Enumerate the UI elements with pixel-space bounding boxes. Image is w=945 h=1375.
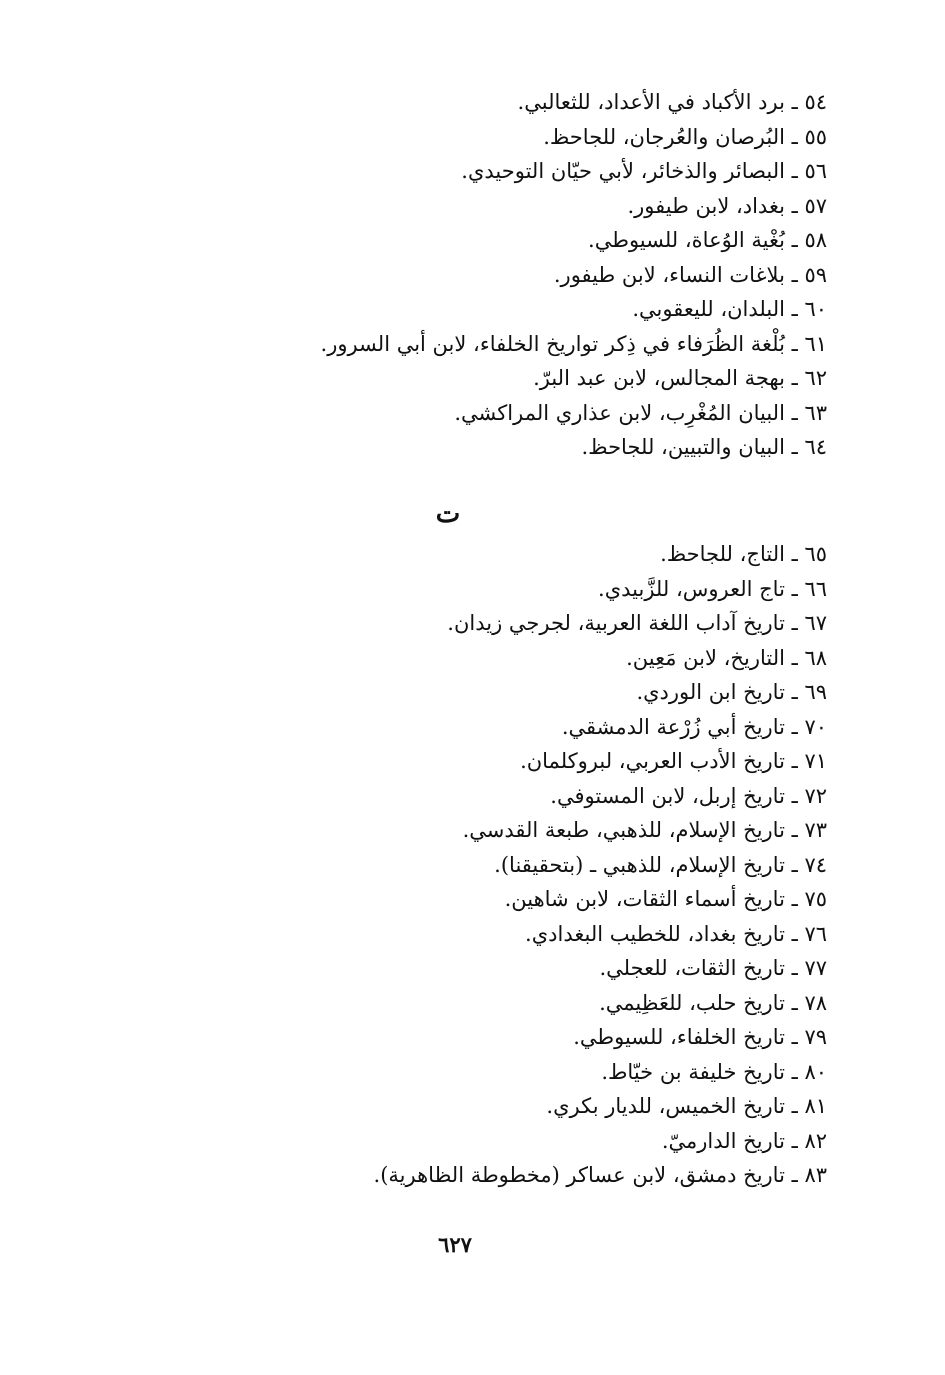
- list-item: ٦٣ ـ البيان المُغْرِب، لابن عذاري المراكشي.: [454, 400, 827, 425]
- list-item: ٦٥ ـ التاج، للجاحظ.: [660, 542, 827, 566]
- bibliography-list-b: [227, 85, 827, 465]
- list-item: ٨٠ ـ تاريخ خليفة بن خيّاط.: [601, 1059, 827, 1084]
- list-item: ٧٢ ـ تاريخ إربل، لابن المستوفي.: [550, 783, 827, 808]
- list-item: ٦٨ ـ التاريخ، لابن مَعِين.: [626, 645, 827, 670]
- section-heading-t: ت: [435, 499, 461, 529]
- list-item: ٧٦ ـ تاريخ بغداد، للخطيب البغدادي.: [525, 921, 827, 946]
- list-item: ٧٥ ـ تاريخ أسماء الثقات، لابن شاهين.: [504, 887, 827, 911]
- list-item: ٧٠ ـ تاريخ أبي زُرْعة الدمشقي.: [561, 714, 827, 739]
- list-item: ٦١ ـ بُلْغة الظُرَفاء في ذِكر تواريخ الخلفاء، لابن أبي السرور.: [320, 331, 827, 356]
- list-item: ٦٩ ـ تاريخ ابن الوردي.: [636, 680, 827, 704]
- list-item: ٥٦ ـ البصائر والذخائر، لأبي حيّان التوحيدي.: [461, 159, 827, 183]
- list-item: ٧٤ ـ تاريخ الإسلام، للذهبي ـ (بتحقيقنا).: [494, 852, 827, 877]
- bibliography-list-t: [227, 537, 827, 1193]
- list-item: ٥٥ ـ البُرصان والعُرجان، للجاحظ.: [543, 124, 827, 149]
- list-item: ٥٤ ـ برد الأكباد في الأعداد، للثعالبي.: [517, 90, 827, 114]
- list-item: ٨١ ـ تاريخ الخميس، للديار بكري.: [546, 1094, 827, 1118]
- list-item: ٧٨ ـ تاريخ حلب، للعَظِيمي.: [599, 990, 827, 1015]
- list-item: ٧٣ ـ تاريخ الإسلام، للذهبي، طبعة القدسي.: [462, 818, 827, 842]
- list-item: ٨٣ ـ تاريخ دمشق، لابن عساكر (مخطوطة الظاهرية).: [373, 1163, 827, 1187]
- list-item: ٥٩ ـ بلاغات النساء، لابن طيفور.: [553, 262, 827, 287]
- list-item: ٧١ ـ تاريخ الأدب العربي، لبروكلمان.: [520, 749, 827, 773]
- list-item: ٦٤ ـ البيان والتبيين، للجاحظ.: [581, 435, 827, 459]
- list-item: ٨٢ ـ تاريخ الدارميّ.: [661, 1128, 827, 1153]
- list-item: ٦٧ ـ تاريخ آداب اللغة العربية، لجرجي زيدان.: [447, 611, 827, 635]
- page-number: ٦٢٧: [438, 1232, 472, 1257]
- list-item: ٦٠ ـ البلدان، لليعقوبي.: [632, 297, 827, 321]
- list-item: ٦٢ ـ بهجة المجالس، لابن عبد البرّ.: [533, 366, 827, 390]
- list-item: ٧٩ ـ تاريخ الخلفاء، للسيوطي.: [573, 1025, 827, 1049]
- list-item: ٥٧ ـ بغداد، لابن طيفور.: [627, 193, 827, 218]
- list-item: ٥٨ ـ بُغْية الوُعاة، للسيوطي.: [588, 228, 827, 252]
- list-item: ٧٧ ـ تاريخ الثقات، للعجلي.: [599, 956, 827, 980]
- list-item: ٦٦ ـ تاج العروس، للزَّبيدي.: [598, 576, 827, 601]
